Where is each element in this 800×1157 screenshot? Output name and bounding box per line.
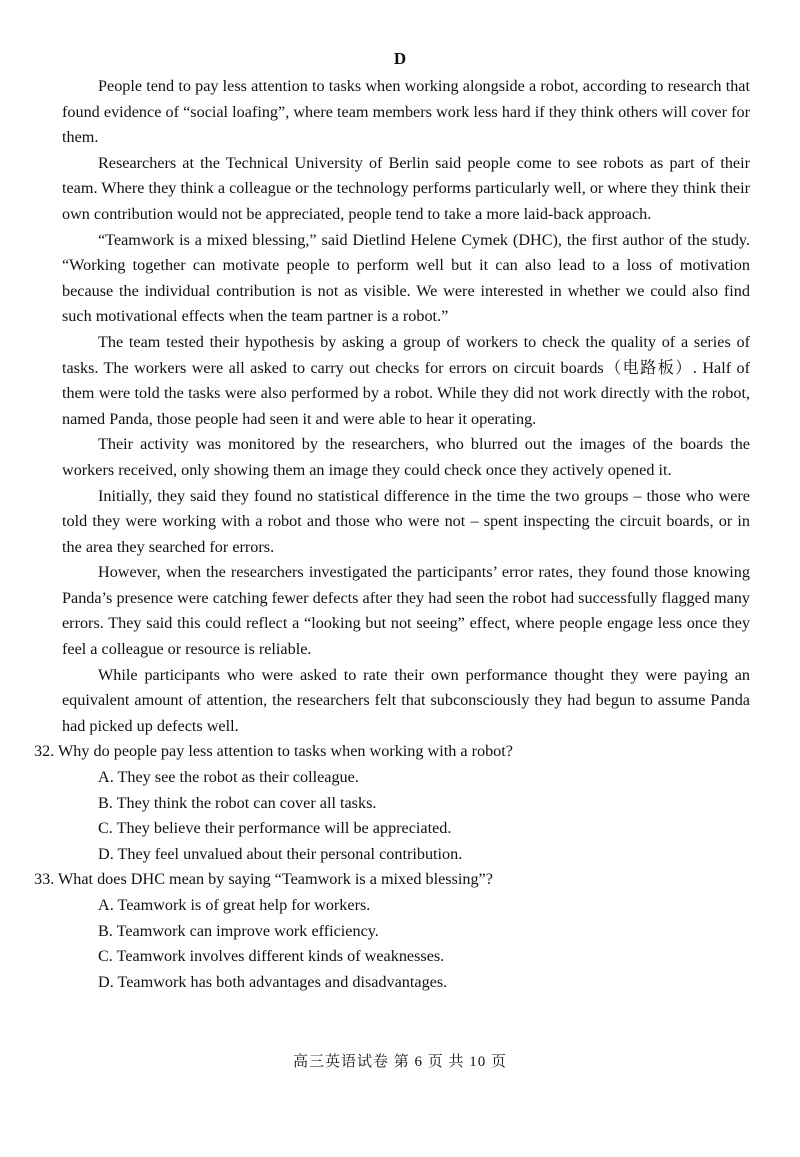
paragraph: Their activity was monitored by the researchers, who blurred out the images of the boards the workers received, only showing them an image they could check once they actively opened it. [62,435,750,479]
question-32 [34,739,750,867]
answer-option-c[interactable]: C. They believe their performance will be appreciated. [98,819,452,838]
paragraph: The team tested their hypothesis by asking a group of workers to check the quality of a series of tasks. The workers were all asked to carry out checks for errors on circuit boards（电路板）. Half of them were told the tasks were also performed by a robot. While they did not work directly with the robot, named Panda, those people had seen it and were able to hear it operating. [62,332,750,428]
paragraph: “Teamwork is a mixed blessing,” said Dietlind Helene Cymek (DHC), the first author of the study. “Working together can motivate people to perform well but it can also lead to a loss of motivation because the individual contribution is not as visible. We were interested in whether we could also find such motivational effects when the team partner is a robot.” [62,230,750,326]
answer-option-d[interactable]: D. Teamwork has both advantages and disadvantages. [98,972,448,991]
answer-option-a[interactable]: A. They see the robot as their colleague. [98,768,359,787]
question-stem: 33. What does DHC mean by saying “Teamwork is a mixed blessing”? [34,870,493,889]
paragraph: However, when the researchers investigated the participants’ error rates, they found those knowing Panda’s presence were catching fewer defects after they had seen the robot had successfully flagged many errors. They said this could reflect a “looking but not seeing” effect, where people engage less once they feel a colleague or resource is reliable. [62,563,750,659]
passage [34,74,750,995]
answer-option-c[interactable]: C. Teamwork involves different kinds of weaknesses. [98,947,445,966]
page-footer: 高三英语试卷 第 6 页 共 10 页 [292,1054,507,1070]
paragraph: Initially, they said they found no statistical difference in the time the two groups – those who were told they were working with a robot and those who were not – spent inspecting the circuit boards, or in the area they searched for errors. [62,486,750,556]
answer-option-d[interactable]: D. They feel unvalued about their personal contribution. [98,844,463,863]
answer-option-b[interactable]: B. Teamwork can improve work efficiency. [98,921,379,940]
question-stem: 32. Why do people pay less attention to tasks when working with a robot? [34,742,513,761]
section-title: D [393,49,407,68]
paragraph: Researchers at the Technical University of Berlin said people come to see robots as part of their team. Where they think a colleague or the technology performs particularly well, or where they think their own contribution would not be appreciated, people tend to take a more laid-back approach. [62,153,750,223]
answer-option-a[interactable]: A. Teamwork is of great help for workers. [98,896,371,914]
question-33 [34,867,750,995]
paragraph: While participants who were asked to rate their own performance thought they were paying an equivalent amount of attention, the researchers felt that subconsciously they had begun to assume Panda had picked up defects well. [62,665,750,735]
answer-option-b[interactable]: B. They think the robot can cover all tasks. [98,793,377,812]
paragraph: People tend to pay less attention to tasks when working alongside a robot, according to research that found evidence of “social loafing”, where team members work less hard if they think others will cover for them. [62,77,750,147]
